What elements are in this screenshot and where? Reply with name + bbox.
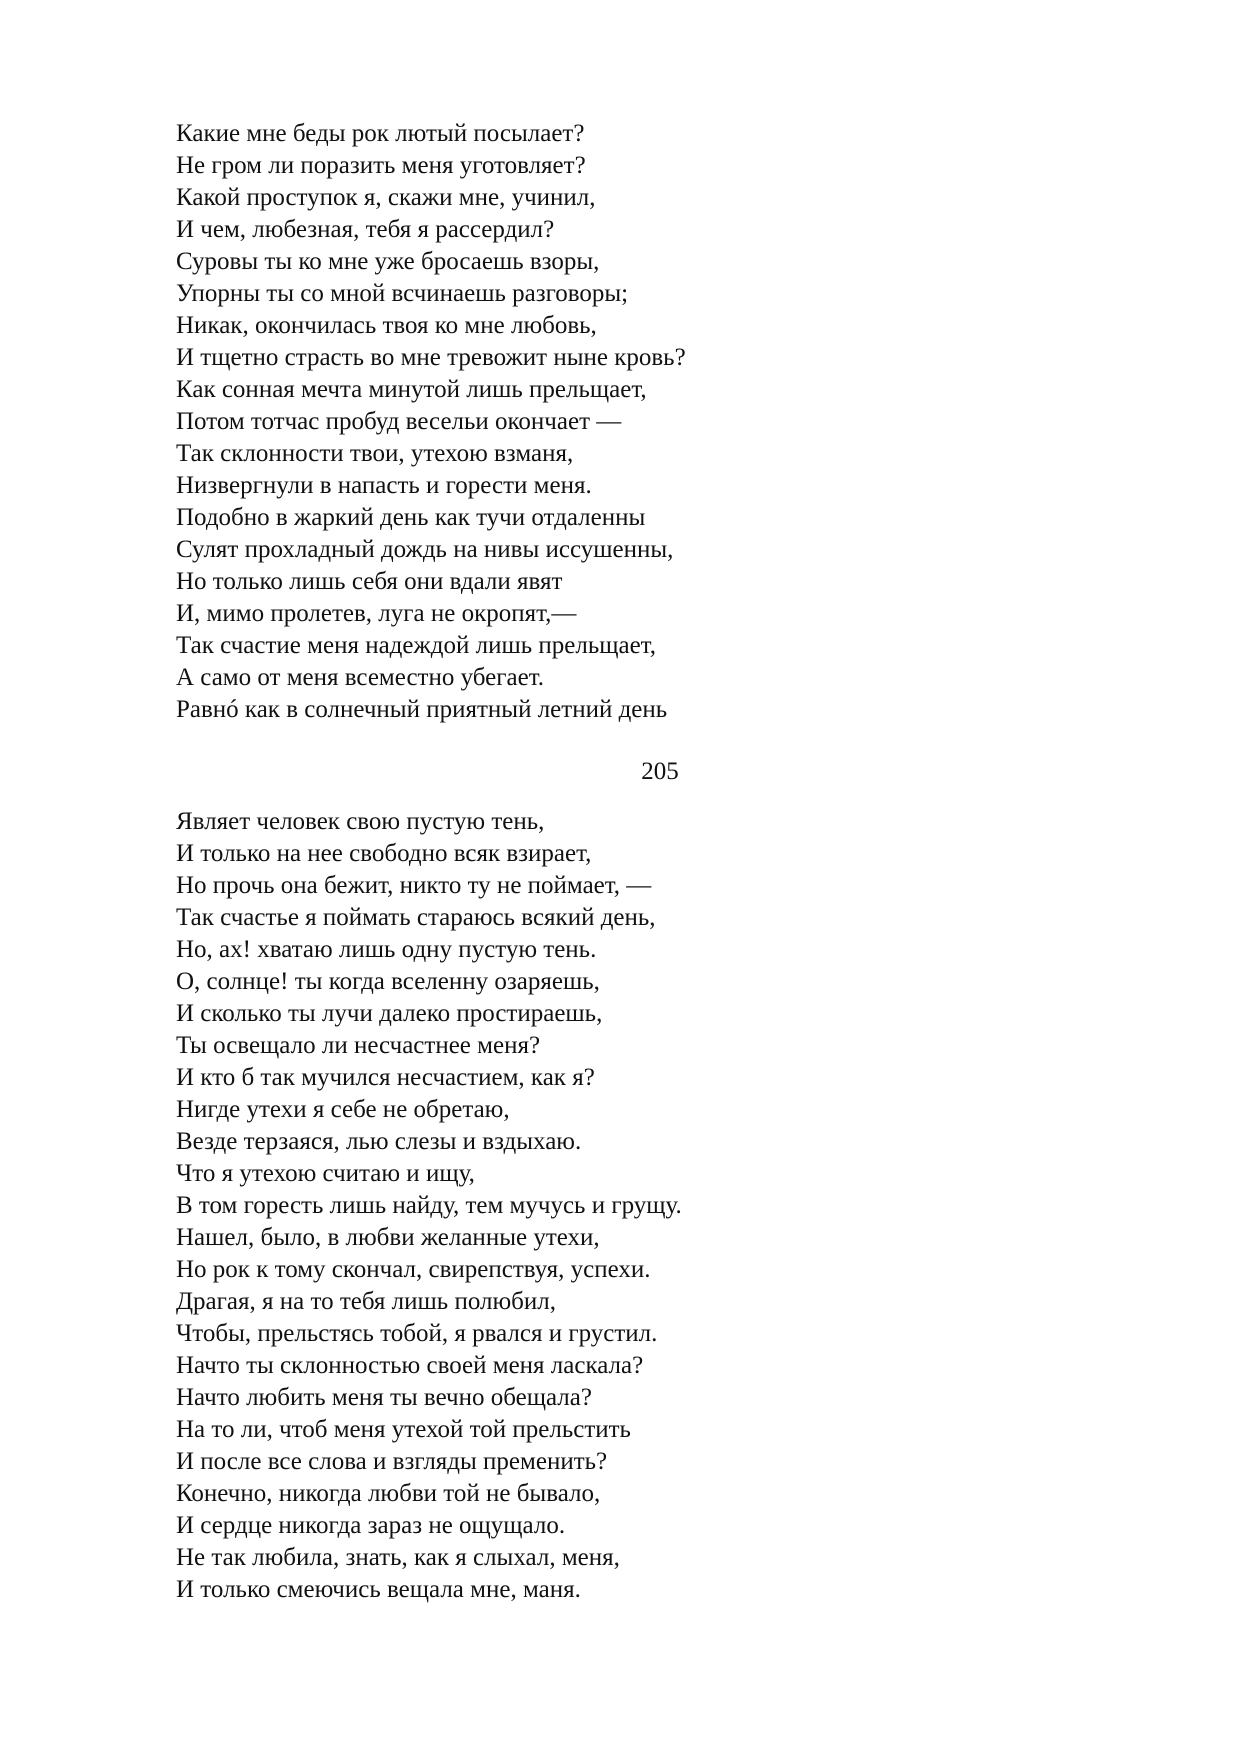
verse-line: Чтобы, прельстясь тобой, я рвался и грустил. [176, 1320, 658, 1347]
verse-line: Равнó как в солнечный приятный летний день [176, 696, 668, 723]
verse-line: Ты освещало ли несчастнее меня? [176, 1032, 541, 1059]
verse-line: Но рок к тому скончал, свирепствуя, успехи. [176, 1256, 651, 1283]
verse-line: Никак, окончилась твоя ко мне любовь, [176, 312, 597, 339]
verse-line: Не так любила, знать, как я слыхал, меня, [176, 1544, 620, 1571]
verse-line: Так счастие меня надеждой лишь прельщает, [176, 632, 656, 659]
verse-line: Потом тотчас пробуд весельи окончает — [176, 408, 622, 435]
verse-line: И только смеючись вещала мне, маня. [176, 1576, 581, 1603]
verse-line: Как сонная мечта минутой лишь прельщает, [176, 376, 647, 403]
verse-line: В том горесть лишь найду, тем мучусь и грущу. [176, 1192, 682, 1219]
poem-stanza-bottom [176, 806, 1076, 1606]
verse-line: И тщетно страсть во мне тревожит ныне кровь? [176, 344, 686, 371]
verse-line: И кто б так мучился несчастием, как я? [176, 1064, 595, 1091]
verse-line: О, солнце! ты когда вселенну озаряешь, [176, 968, 600, 995]
verse-line: Сулят прохладный дождь на нивы иссушенны, [176, 536, 674, 563]
verse-line: Нигде утехи я себе не обретаю, [176, 1096, 510, 1123]
verse-line: Суровы ты ко мне уже бросаешь взоры, [176, 248, 600, 275]
verse-line: Низвергнули в напасть и горести меня. [176, 472, 592, 499]
verse-line: И сердце никогда зараз не ощущало. [176, 1512, 566, 1539]
verse-line: Но прочь она бежит, никто ту не поймает, — [176, 872, 652, 899]
verse-line: Начто любить меня ты вечно обещала? [176, 1384, 592, 1411]
verse-line: На то ли, чтоб меня утехой той прельстить [176, 1416, 631, 1443]
verse-line: И после все слова и взгляды пременить? [176, 1448, 608, 1475]
verse-line: Везде терзаяся, лью слезы и вздыхаю. [176, 1128, 582, 1155]
verse-line: И, мимо пролетев, луга не окропят,— [176, 600, 577, 627]
verse-line: И сколько ты лучи далеко простираешь, [176, 1000, 603, 1027]
verse-line: И только на нее свободно всяк взирает, [176, 840, 592, 867]
verse-line: Какие мне беды рок лютый посылает? [176, 120, 585, 147]
verse-line: Что я утехою считаю и ищу, [176, 1160, 475, 1187]
verse-line: Не гром ли поразить меня уготовляет? [176, 152, 586, 179]
verse-line: Какой проступок я, скажи мне, учинил, [176, 184, 596, 211]
verse-line: Так счастье я поймать стараюсь всякий день, [176, 904, 656, 931]
verse-line: Но, ах! хватаю лишь одну пустую тень. [176, 936, 597, 963]
verse-line: Но только лишь себя они вдали явят [176, 568, 563, 595]
verse-line: Нашел, было, в любви желанные утехи, [176, 1224, 600, 1251]
verse-line: И чем, любезная, тебя я рассердил? [176, 216, 555, 243]
poem-stanza-top [176, 118, 1076, 726]
verse-line: А само от меня всеместно убегает. [176, 664, 545, 691]
verse-line: Конечно, никогда любви той не бывало, [176, 1480, 601, 1507]
verse-line: Упорны ты со мной всчинаешь разговоры; [176, 280, 629, 307]
verse-line: Начто ты склонностью своей меня ласкала? [176, 1352, 644, 1379]
verse-line: Так склонности твои, утехою взманя, [176, 440, 574, 467]
page-number: 205 [641, 758, 679, 785]
verse-line: Являет человек свою пустую тень, [176, 808, 545, 835]
verse-line: Драгая, я на то тебя лишь полюбил, [176, 1288, 556, 1315]
verse-line: Подобно в жаркий день как тучи отдаленны [176, 504, 646, 531]
